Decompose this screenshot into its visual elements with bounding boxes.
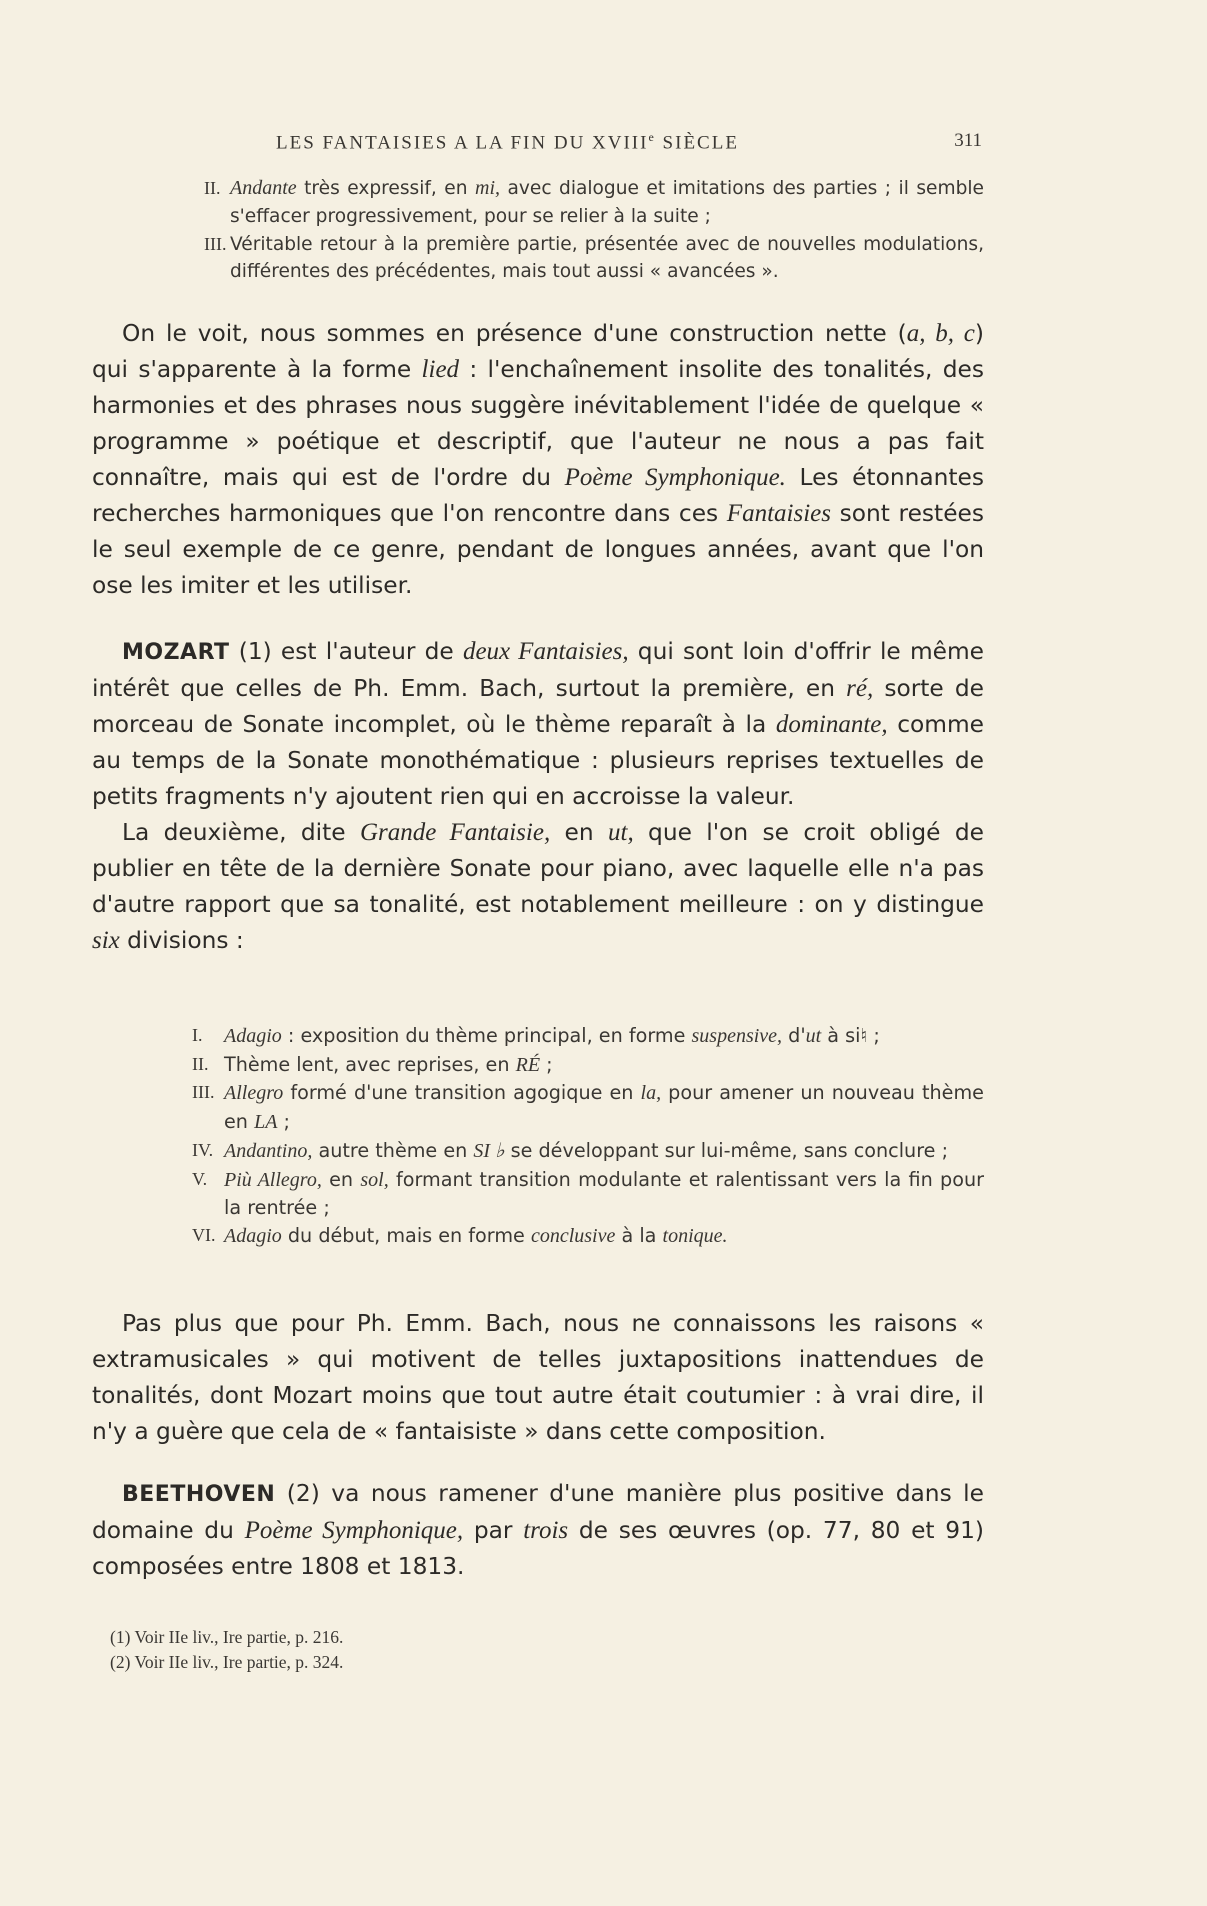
- footnote: (2) Voir IIe liv., Ire partie, p. 324.: [110, 1652, 344, 1672]
- italic-run: Poème Symphonique,: [244, 1517, 464, 1544]
- list-item-text: Thème lent, avec reprises, en: [224, 1052, 516, 1076]
- paragraph-beethoven: [92, 1476, 984, 1585]
- list-item-text: : exposition du thème principal, en forme: [281, 1024, 692, 1047]
- paragraph: [92, 634, 984, 815]
- list-item: [92, 1222, 984, 1251]
- italic-run: dominante,: [775, 711, 888, 738]
- list-item-rest: d': [782, 1024, 806, 1047]
- italic-run: Poème Symphonique.: [564, 464, 786, 491]
- italic-run: ré,: [846, 675, 874, 702]
- list-item-lead: Andantino,: [224, 1139, 313, 1162]
- list-item-rest: ;: [540, 1052, 553, 1076]
- italic-run: six: [92, 927, 120, 954]
- list-item: [92, 1079, 984, 1136]
- list-item-italic: tonique.: [662, 1224, 728, 1247]
- italic-run: trois: [523, 1517, 569, 1544]
- list-item-italic: la,: [640, 1082, 662, 1105]
- list-item-number: II.: [192, 1053, 209, 1074]
- list-item: [92, 1137, 984, 1166]
- list-item-lead: Adagio: [224, 1025, 282, 1047]
- list-item-tail: à si♮ ;: [821, 1024, 880, 1047]
- list-item-text: du début, mais en forme: [281, 1223, 531, 1247]
- running-head: [92, 130, 982, 154]
- composer-name: MOZART: [122, 640, 230, 665]
- paragraph: [92, 316, 984, 604]
- italic-run: Grande Fantaisie,: [359, 819, 551, 846]
- divisions-list: [92, 1022, 984, 1251]
- running-title-text: LES FANTAISIES A LA FIN DU XVIII: [276, 132, 649, 154]
- italic-run: ut,: [608, 819, 634, 846]
- list-item-rest: à la: [615, 1223, 663, 1247]
- list-item-italic: mi,: [475, 177, 501, 199]
- list-item-text: très expressif, en: [296, 178, 476, 199]
- running-title-sup: e: [648, 130, 656, 144]
- list-item-italic: ut: [805, 1025, 822, 1047]
- text-run: par: [463, 1517, 524, 1544]
- list-item-rest: formant transition modulante et ralentissant vers la fin pour la rentrée ;: [224, 1167, 984, 1220]
- text-run: qui sont loin d'offrir le même intérêt que celles de Ph. Emm. Bach, surtout la première, en: [92, 638, 984, 702]
- list-item-text: formé d'une transition agogique en: [283, 1081, 641, 1105]
- list-item-lead: Adagio: [224, 1224, 282, 1247]
- list-item-tail: ;: [277, 1110, 290, 1134]
- list-continued: [92, 175, 984, 286]
- page-number: 311: [954, 130, 982, 151]
- text-run: en: [550, 819, 608, 846]
- list-item-text: Véritable retour à la première partie, présentée avec de nouvelles modulations, différentes des précédentes, mais tout aussi « avancées ».: [230, 233, 984, 283]
- list-item-text: en: [321, 1167, 361, 1191]
- paragraph: [92, 1476, 984, 1585]
- text-run: que l'on se croit obligé de publier en tête de la dernière Sonate pour piano, avec laquelle elle n'a pas d'autre rapport que sa tonalité, est notablement meilleure : on y distingue: [92, 819, 984, 918]
- running-title: [276, 130, 739, 154]
- paragraph: [92, 815, 984, 959]
- list-item-lead: Allegro: [224, 1082, 284, 1105]
- text-run: On le voit, nous sommes en présence d'une construction nette (: [122, 320, 907, 347]
- running-title-end: SIÈCLE: [655, 132, 739, 154]
- text-run: sorte de morceau de Sonate incomplet, où le thème reparaît à la: [92, 675, 985, 738]
- list-item-italic: sol,: [360, 1168, 389, 1191]
- paragraph-intro: [92, 316, 984, 604]
- book-page: [92, 0, 985, 1906]
- paragraph: Pas plus que pour Ph. Emm. Bach, nous ne connaissons les raisons « extramusicales » qui motivent de telles juxtapositions inattendues de tonalités, dont Mozart moins que tout autre était coutumier : à vrai dire, il n'y a guère que cela de « fantaisiste » dans cette composition.: [92, 1310, 984, 1445]
- text-run: ) qui s'apparente à la forme: [92, 320, 984, 383]
- list-item: [92, 175, 984, 231]
- list-item-rest: avec dialogue et imitations des parties ; il semble s'effacer progressivement, pour se relier à la suite ;: [230, 178, 984, 227]
- list-item: [92, 231, 984, 287]
- list-item-number: I.: [192, 1025, 203, 1045]
- list-item-number: IV.: [192, 1139, 214, 1160]
- list-item-number: II.: [204, 178, 221, 198]
- italic-run: deux Fantaisies,: [462, 638, 629, 665]
- text-run: : l'enchaînement insolite des tonalités, des harmonies et des phrases nous suggère inévitablement l'idée de quelque « programme » poétique et descriptif, que l'auteur ne nous a pas fait connaître, mais qui est de l'ordre du: [92, 356, 984, 491]
- list-item-lead: Più Allegro,: [224, 1168, 322, 1191]
- list-item: [92, 1166, 984, 1222]
- footnotes: [110, 1625, 343, 1675]
- list-item-italic: SI ♭: [473, 1139, 505, 1162]
- text-run: La deuxième, dite: [122, 819, 360, 846]
- text-run: sont restées le seul exemple de ce genre, pendant de longues années, avant que l'on ose les imiter et les utiliser.: [92, 500, 984, 599]
- text-run: de ses œuvres (op. 77, 80 et 91) composées entre 1808 et 1813.: [92, 1517, 984, 1580]
- italic-run: a, b, c: [906, 320, 975, 347]
- text-run: divisions :: [119, 927, 244, 954]
- composer-name: BEETHOVEN: [122, 1482, 276, 1507]
- italic-run: lied: [421, 356, 460, 383]
- paragraph-mozart: [92, 634, 984, 959]
- list-item-number: V.: [192, 1168, 208, 1189]
- list-item-number: VI.: [192, 1224, 216, 1245]
- list-item-number: III.: [204, 233, 227, 254]
- paragraph-extramusical: [92, 1306, 984, 1450]
- list-item-italic: RÉ: [515, 1053, 541, 1076]
- list-item-italic: suspensive,: [691, 1025, 783, 1047]
- list-item-rest: se développant sur lui-même, sans conclure ;: [504, 1138, 949, 1162]
- list-item-text: autre thème en: [312, 1138, 474, 1162]
- list-item: [92, 1022, 984, 1051]
- text-run: Les étonnantes recherches harmoniques que l'on rencontre dans ces: [92, 464, 984, 527]
- italic-run: Fantaisies: [726, 500, 831, 527]
- footnote: (1) Voir IIe liv., Ire partie, p. 216.: [110, 1627, 344, 1647]
- list-item-lead: Andante: [230, 177, 297, 199]
- list-item-number: III.: [192, 1082, 215, 1103]
- list-item-italic: LA: [254, 1111, 278, 1134]
- text-run: comme au temps de la Sonate monothématique : plusieurs reprises textuelles de petits fragments n'y ajoutent rien qui en accroisse la valeur.: [92, 711, 984, 810]
- list-item-rest: pour amener un nouveau thème en: [224, 1081, 984, 1134]
- list-item-italic: conclusive: [530, 1224, 616, 1247]
- text-run: (1) est l'auteur de: [229, 638, 463, 665]
- list-item: [92, 1051, 984, 1080]
- text-run: (2) va nous ramener d'une manière plus positive dans le domaine du: [92, 1480, 984, 1544]
